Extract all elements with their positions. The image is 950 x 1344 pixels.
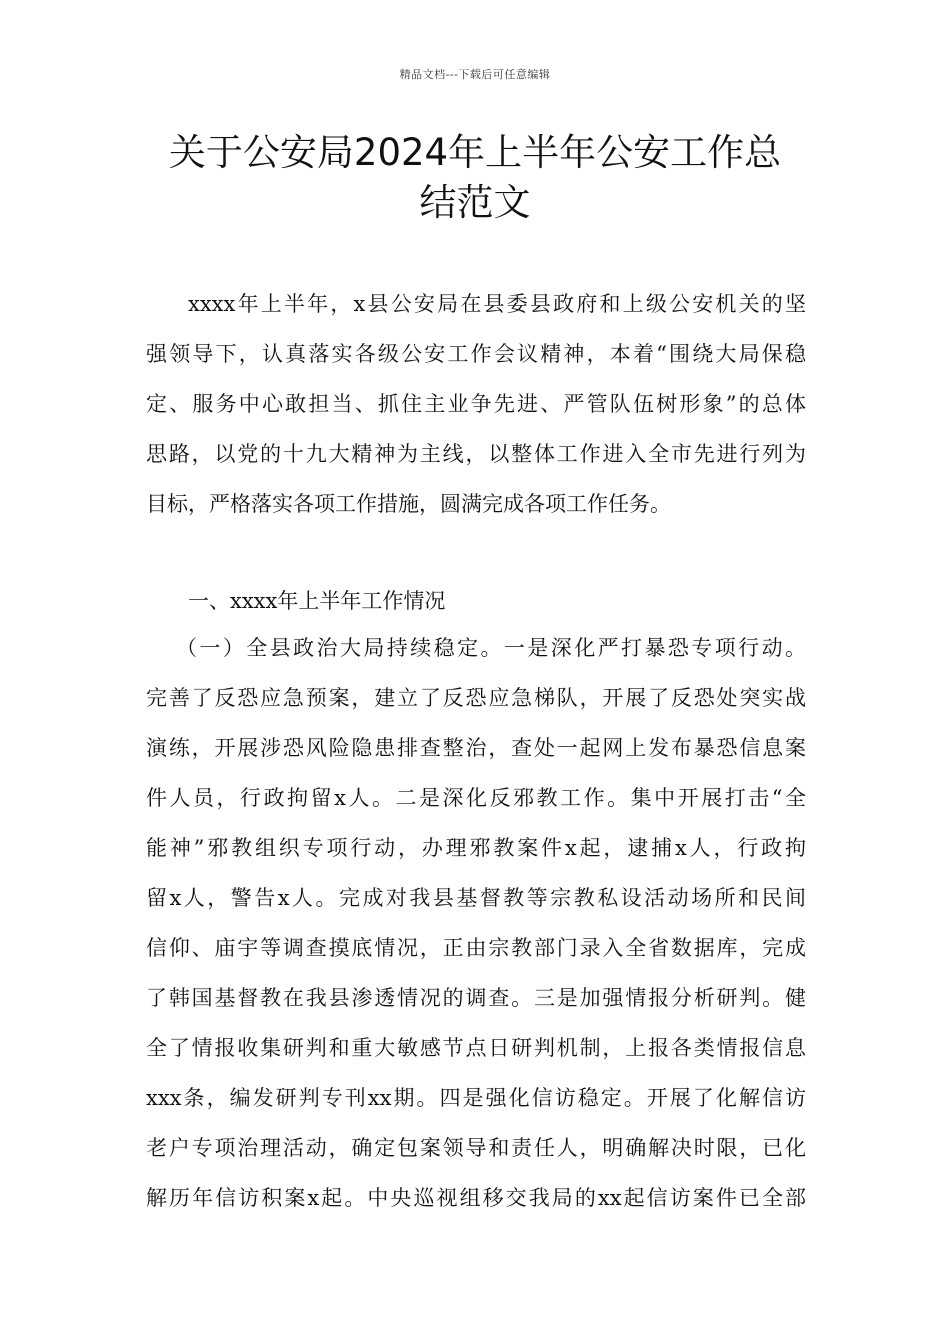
header-note: 精品文档---下载后可任意编辑 xyxy=(399,68,551,81)
paragraph-line: 留x人，警告x人。完成对我县基督教等宗教私设活动场所和民间 xyxy=(146,886,806,910)
title-line-2: 结范文 xyxy=(419,181,531,224)
paragraph-line: 件人员，行政拘留x人。二是深化反邪教工作。集中开展打击“全 xyxy=(146,786,806,810)
section-paragraph xyxy=(146,623,806,1223)
title-line-1: 关于公安局2024年上半年公安工作总 xyxy=(168,131,782,174)
paragraph-line: 解历年信访积案x起。中央巡视组移交我局的xx起信访案件已全部 xyxy=(146,1186,806,1210)
paragraph-line: （一）全县政治大局持续稳定。一是深化严打暴恐专项行动。 xyxy=(176,636,806,660)
section-heading: 一、xxxx年上半年工作情况 xyxy=(188,589,446,613)
paragraph-line: 了韩国基督教在我县渗透情况的调查。三是加强情报分析研判。健 xyxy=(146,986,806,1010)
document-title xyxy=(100,128,850,228)
paragraph-line: 能神”邪教组织专项行动，办理邪教案件x起，逮捕x人，行政拘 xyxy=(146,836,806,860)
paragraph-line: 目标，严格落实各项工作措施，圆满完成各项工作任务。 xyxy=(146,492,671,516)
paragraph-line: 老户专项治理活动，确定包案领导和责任人，明确解决时限，已化 xyxy=(146,1136,806,1160)
paragraph-line: 强领导下，认真落实各级公安工作会议精神，本着“围绕大局保稳 xyxy=(146,342,806,366)
paragraph-line: 定、服务中心敢担当、抓住主业争先进、严管队伍树形象”的总体 xyxy=(146,392,806,416)
paragraph-line: xxxx年上半年，x县公安局在县委县政府和上级公安机关的坚 xyxy=(188,292,806,316)
paragraph-line: xxx条，编发研判专刊xx期。四是强化信访稳定。开展了化解信访 xyxy=(146,1086,806,1110)
paragraph-line: 完善了反恐应急预案，建立了反恐应急梯队，开展了反恐处突实战 xyxy=(146,686,806,710)
paragraph-line: 信仰、庙宇等调查摸底情况，正由宗教部门录入全省数据库，完成 xyxy=(146,936,806,960)
intro-paragraph xyxy=(146,279,806,529)
paragraph-line: 全了情报收集研判和重大敏感节点日研判机制，上报各类情报信息 xyxy=(146,1036,806,1060)
paragraph-line: 演练，开展涉恐风险隐患排查整治，查处一起网上发布暴恐信息案 xyxy=(146,736,806,760)
paragraph-line: 思路，以党的十九大精神为主线，以整体工作进入全市先进行列为 xyxy=(146,442,806,466)
